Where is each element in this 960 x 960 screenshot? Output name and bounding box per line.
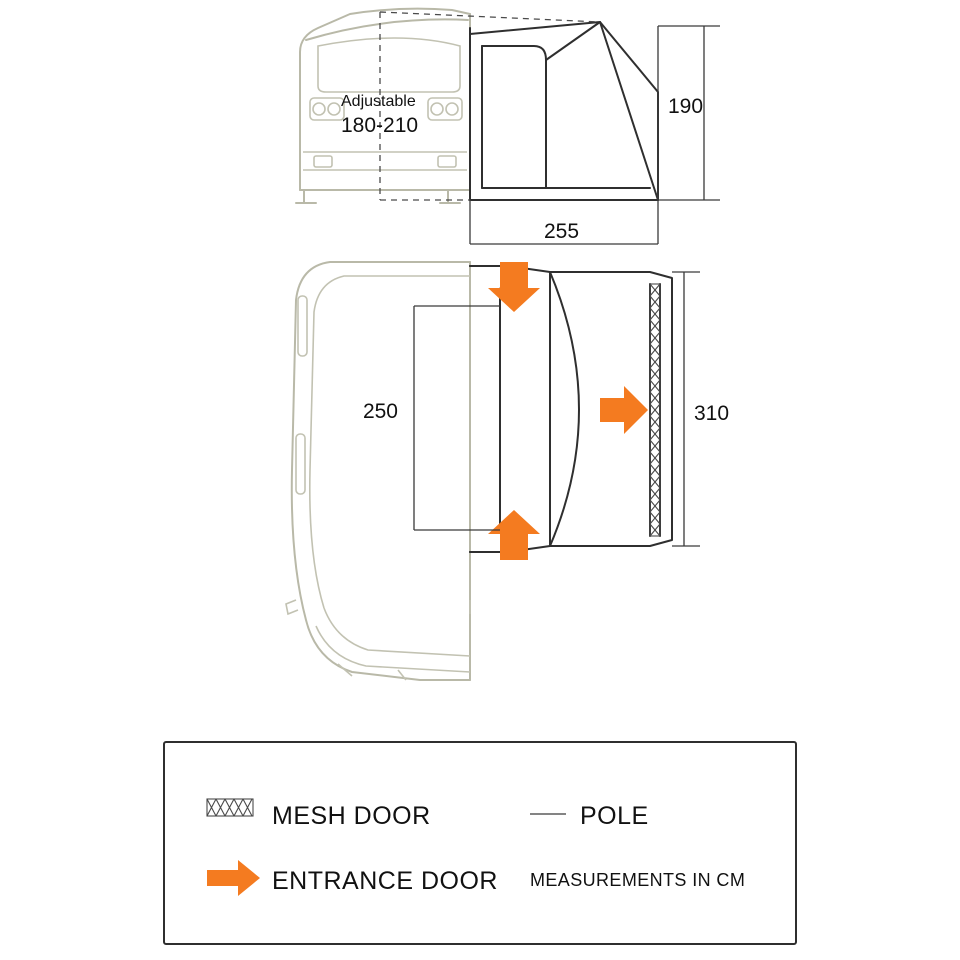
legend-label-measurements: MEASUREMENTS IN CM [530,870,746,890]
depth-dimension-255 [470,200,658,244]
awning-side-elevation [470,22,658,200]
adjustable-range-label: 180-210 [341,114,419,137]
adjustable-label: Adjustable [341,93,416,110]
dimension-190-label: 190 [668,95,704,118]
vehicle-plan-outline [286,262,470,680]
dimension-255-label: 255 [544,220,580,243]
legend-label-pole: POLE [580,802,649,830]
dimension-310-label: 310 [694,402,730,425]
depth-dimension-250 [363,306,500,530]
legend-label-mesh-door: MESH DOOR [272,802,431,830]
legend-label-entrance-door: ENTRANCE DOOR [272,867,498,895]
dimension-250-label: 250 [362,400,398,423]
legend-panel [164,742,796,944]
mesh-door-panel-plan [650,284,660,536]
width-dimension-310 [672,272,729,546]
entrance-door-arrow-right [600,386,648,434]
height-dimension-190 [658,26,720,200]
